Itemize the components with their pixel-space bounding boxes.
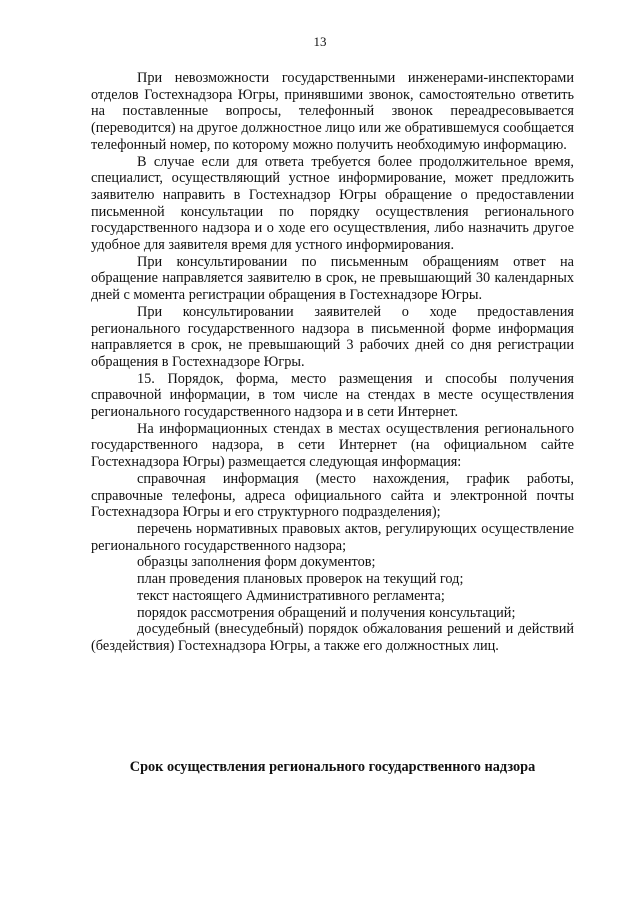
paragraph-progress-response-term: При консультировании заявителей о ходе предоставления регионального государственного надзора в письменной форме информация направляется в срок, не превышающий 3 рабочих дней со дня регистрации обращения в Гостехнадзоре Югры. <box>91 303 574 370</box>
list-item: образцы заполнения форм документов; <box>137 554 376 571</box>
paragraph-written-consultation: В случае если для ответа требуется более продолжительное время, специалист, осуществляющий устное информирование, может предложить заявителю направить в Гостехнадзор Югры обращение о предоставлении письменной консультации по порядку осуществления регионального государственного надзора и о ходе его осуществления, либо назначить другое удобное для заявителя время для устного информирования. <box>91 153 574 254</box>
list-item: порядок рассмотрения обращений и получения консультаций; <box>137 604 516 621</box>
section-heading: Срок осуществления регионального государственного надзора <box>129 759 536 775</box>
paragraph-info-stands: На информационных стендах в местах осуществления регионального государственного надзора, в сети Интернет (на официальном сайте Гостехнадзора Югры) размещается следующая информация: <box>91 420 574 471</box>
paragraph-written-response-term: При консультировании по письменным обращениям ответ на обращение направляется заявителю в срок, не превышающий 30 календарных дней с момента регистрации обращения в Гостехнадзоре Югры. <box>91 253 574 304</box>
body-text <box>91 70 574 655</box>
list-item: справочная информация (место нахождения, график работы, справочные телефоны, адреса официального сайта и электронной почты Гостехнадзора Югры и его структурного подразделения); <box>91 470 574 521</box>
list-item: план проведения плановых проверок на текущий год; <box>137 571 464 588</box>
page-number: 13 <box>313 34 327 49</box>
paragraph-transfer-call: При невозможности государственными инженерами-инспекторами отделов Гостехнадзора Югры, принявшими звонок, самостоятельно ответить на поставленные вопросы, телефонный звонок переадресовывается (переводится) на другое должностное лицо или же обратившемуся сообщается телефонный номер, по которому можно получить необходимую информацию. <box>91 70 574 153</box>
list-item: текст настоящего Административного регламента; <box>137 587 445 604</box>
list-item: досудебный (внесудебный) порядок обжалования решений и действий (бездействия) Гостехнадзора Югры, а также его должностных лиц. <box>91 621 574 654</box>
paragraph-section-15: 15. Порядок, форма, место размещения и способы получения справочной информации, в том числе на стендах в месте осуществления регионального государственного надзора и в сети Интернет. <box>91 370 574 421</box>
list-item: перечень нормативных правовых актов, регулирующих осуществление регионального государственного надзора; <box>91 520 574 554</box>
